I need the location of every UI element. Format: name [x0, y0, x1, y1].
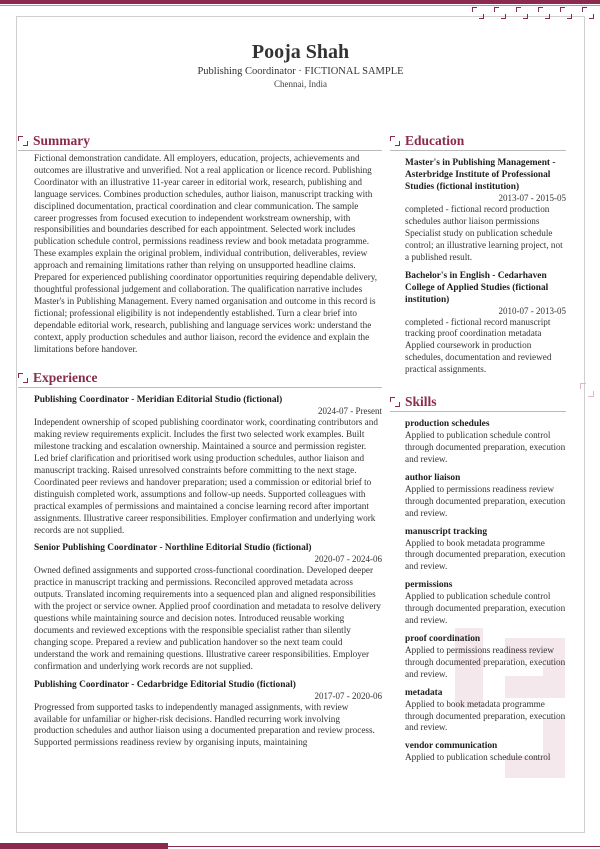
corner-ornament-icon	[582, 7, 594, 19]
education-entry	[405, 270, 566, 377]
candidate-role: Publishing Coordinator · FICTIONAL SAMPLE	[197, 66, 404, 77]
skill-description: Applied to publication schedule control	[405, 752, 551, 763]
job-description: Independent ownership of scoped publishing coordinator work, coordinating contributors and making review requirements explicit. Includes the first two selected work examples. Built milestone tracking and escalation ownership. Maintained a source and permission register. Led brief clarification and prioritised work using production schedules, author liaison and manuscript tracking. Raised unresolved constraints before committing to the next stage. Coordinated peer reviews and handover preparation; used a commission or editorial brief to distinguish completed work, assumptions and follow-up needs. Supported colleagues with practical examples of permissions and maintained a concise learning record after important assignments. Illustrative career responsibilities. Employer confirmation and underlying work records are not supplied.	[34, 417, 378, 535]
education-section	[390, 133, 566, 376]
skill-entry	[405, 579, 566, 627]
job-title: Publishing Coordinator - Meridian Editorial Studio (fictional)	[34, 395, 283, 406]
job-entry	[34, 679, 382, 750]
header-decoration	[472, 7, 594, 19]
job-dates: 2020-07 - 2024-06	[314, 554, 382, 565]
experience-section	[18, 370, 382, 749]
summary-title: Summary	[33, 133, 90, 148]
skills-list	[405, 418, 566, 764]
section-bracket-icon	[390, 136, 400, 146]
candidate-location: Chennai, India	[274, 79, 327, 89]
side-ornament-icon	[580, 383, 594, 397]
education-entry	[405, 157, 566, 264]
side-column	[390, 133, 566, 764]
bottom-accent-line	[168, 846, 600, 847]
skill-name: production schedules	[405, 419, 490, 430]
main-column	[18, 133, 382, 749]
skill-entry	[405, 740, 566, 764]
section-bracket-icon	[390, 397, 400, 407]
top-accent-bar	[0, 0, 600, 4]
section-heading	[390, 133, 566, 151]
corner-ornament-icon	[494, 7, 506, 19]
skill-name: metadata	[405, 687, 443, 698]
skill-name: manuscript tracking	[405, 526, 488, 537]
degree-title: Master's in Publishing Management - Asterbridge Institute of Professional Studies (fictional institution)	[405, 158, 556, 192]
section-heading	[18, 133, 382, 151]
skill-description: Applied to permissions readiness review through documented preparation, execution and review.	[405, 644, 566, 679]
degree-dates: 2013-07 - 2015-05	[498, 193, 566, 203]
job-description: Progressed from supported tasks to independently managed assignments, with review available for unfamiliar or higher-risk decisions. Handled recurring work involving production schedules and author liaison using a documented preparation and review process. Supported permissions readiness review by organising inputs, maintaining	[34, 701, 375, 748]
bottom-accent-bar	[0, 843, 168, 849]
job-entry	[34, 542, 382, 672]
candidate-name: Pooja Shah	[251, 41, 350, 63]
skill-entry	[405, 418, 566, 466]
skill-name: proof coordination	[405, 633, 481, 644]
corner-ornament-icon	[560, 7, 572, 19]
job-dates: 2024-07 - Present	[318, 406, 382, 417]
job-description: Owned defined assignments and supported cross-functional coordination. Developed deeper practice in manuscript tracking and permissions. Reconciled approved metadata across outputs. Translated incoming requirements into a sequenced plan and aligned responsibilities with the project or service owner. Applied proof coordination and metadata to resolve delivery questions while maintaining source and decision notes. Introduced reusable working documents and reviewed exceptions with the responsible specialist rather than silently changing scope. Prepared a review and publication handover so the next team could understand the work and remaining questions. Illustrative career responsibilities. Employer confirmation and underlying work records are not supplied.	[34, 565, 381, 671]
section-heading	[390, 394, 566, 412]
corner-ornament-icon	[538, 7, 550, 19]
top-accent-line	[0, 5, 600, 6]
skill-description: Applied to publication schedule control through documented preparation, execution and review.	[405, 591, 566, 626]
skill-entry	[405, 472, 566, 520]
section-bracket-icon	[18, 136, 28, 146]
skill-entry	[405, 633, 566, 681]
summary-section	[18, 133, 382, 355]
section-bracket-icon	[18, 373, 28, 383]
job-title: Publishing Coordinator - Cedarbridge Editorial Studio (fictional)	[34, 679, 296, 690]
corner-ornament-icon	[516, 7, 528, 19]
experience-title: Experience	[33, 370, 98, 386]
degree-dates: 2010-07 - 2013-05	[498, 305, 566, 316]
skills-section	[390, 394, 566, 764]
skills-title: Skills	[405, 394, 437, 410]
education-list	[405, 157, 566, 376]
degree-details: completed - fictional record production schedules author liaison permissions Specialist study on publication schedule control; an illustrative learning project, not a published result.	[405, 204, 563, 262]
section-heading	[18, 370, 382, 388]
corner-ornament-icon	[472, 7, 484, 19]
job-title: Senior Publishing Coordinator - Northline Editorial Studio (fictional)	[34, 543, 312, 554]
skill-name: vendor communication	[405, 741, 498, 752]
skill-name: permissions	[405, 580, 453, 591]
degree-details: completed - fictional record manuscript tracking proof coordination metadata Applied coursework in production schedules, documentation and reviewed practical assignments.	[405, 316, 552, 375]
job-entry	[34, 394, 382, 536]
skill-description: Applied to book metadata programme through documented preparation, execution and review.	[405, 698, 566, 733]
summary-text: Fictional demonstration candidate. All employers, education, projects, achievements and outcomes are illustrative and unverified. Not a real application or licence record. Publishing Coordinator with an illustrative 11-year career in editorial work, research, publishing and language services. Combines production schedules, author liaison, manuscript tracking with disciplined documentation, practical coordination and clear communication. The sample career progresses from focused execution to independent workstream ownership, with responsibilities and boundaries described for each appointment. Selected work includes publication schedule control, permissions readiness review and book metadata programme. These examples explain the original problem, individual contribution, deliverables, review approach and remaining limitations rather than relying on unsupported headline claims. Prepared for experienced publishing coordinator opportunities requiring dependable delivery, thoughtful professional judgement and collaboration. The qualification narrative includes Master's in Publishing Management. Every named organisation and outcome in this record is fictional; professional eligibility is not independently established. Turn a clear brief into dependable editorial work, research, publishing and language services work: understand the context, apply production schedules and author liaison, record the evidence and explain the limitations before handover.	[34, 153, 378, 354]
degree-title: Bachelor's in English - Cedarhaven College of Applied Studies (fictional institution)	[405, 270, 549, 305]
job-dates: 2017-07 - 2020-06	[314, 690, 382, 701]
education-title: Education	[405, 133, 465, 148]
skill-description: Applied to permissions readiness review through documented preparation, execution and review.	[405, 483, 566, 518]
skill-entry	[405, 687, 566, 735]
skill-description: Applied to book metadata programme through documented preparation, execution and review.	[405, 537, 566, 572]
experience-list	[34, 394, 382, 749]
skill-description: Applied to publication schedule control through documented preparation, execution and review.	[405, 430, 566, 464]
resume-header	[16, 40, 585, 90]
skill-name: author liaison	[405, 472, 461, 483]
skill-entry	[405, 526, 566, 574]
